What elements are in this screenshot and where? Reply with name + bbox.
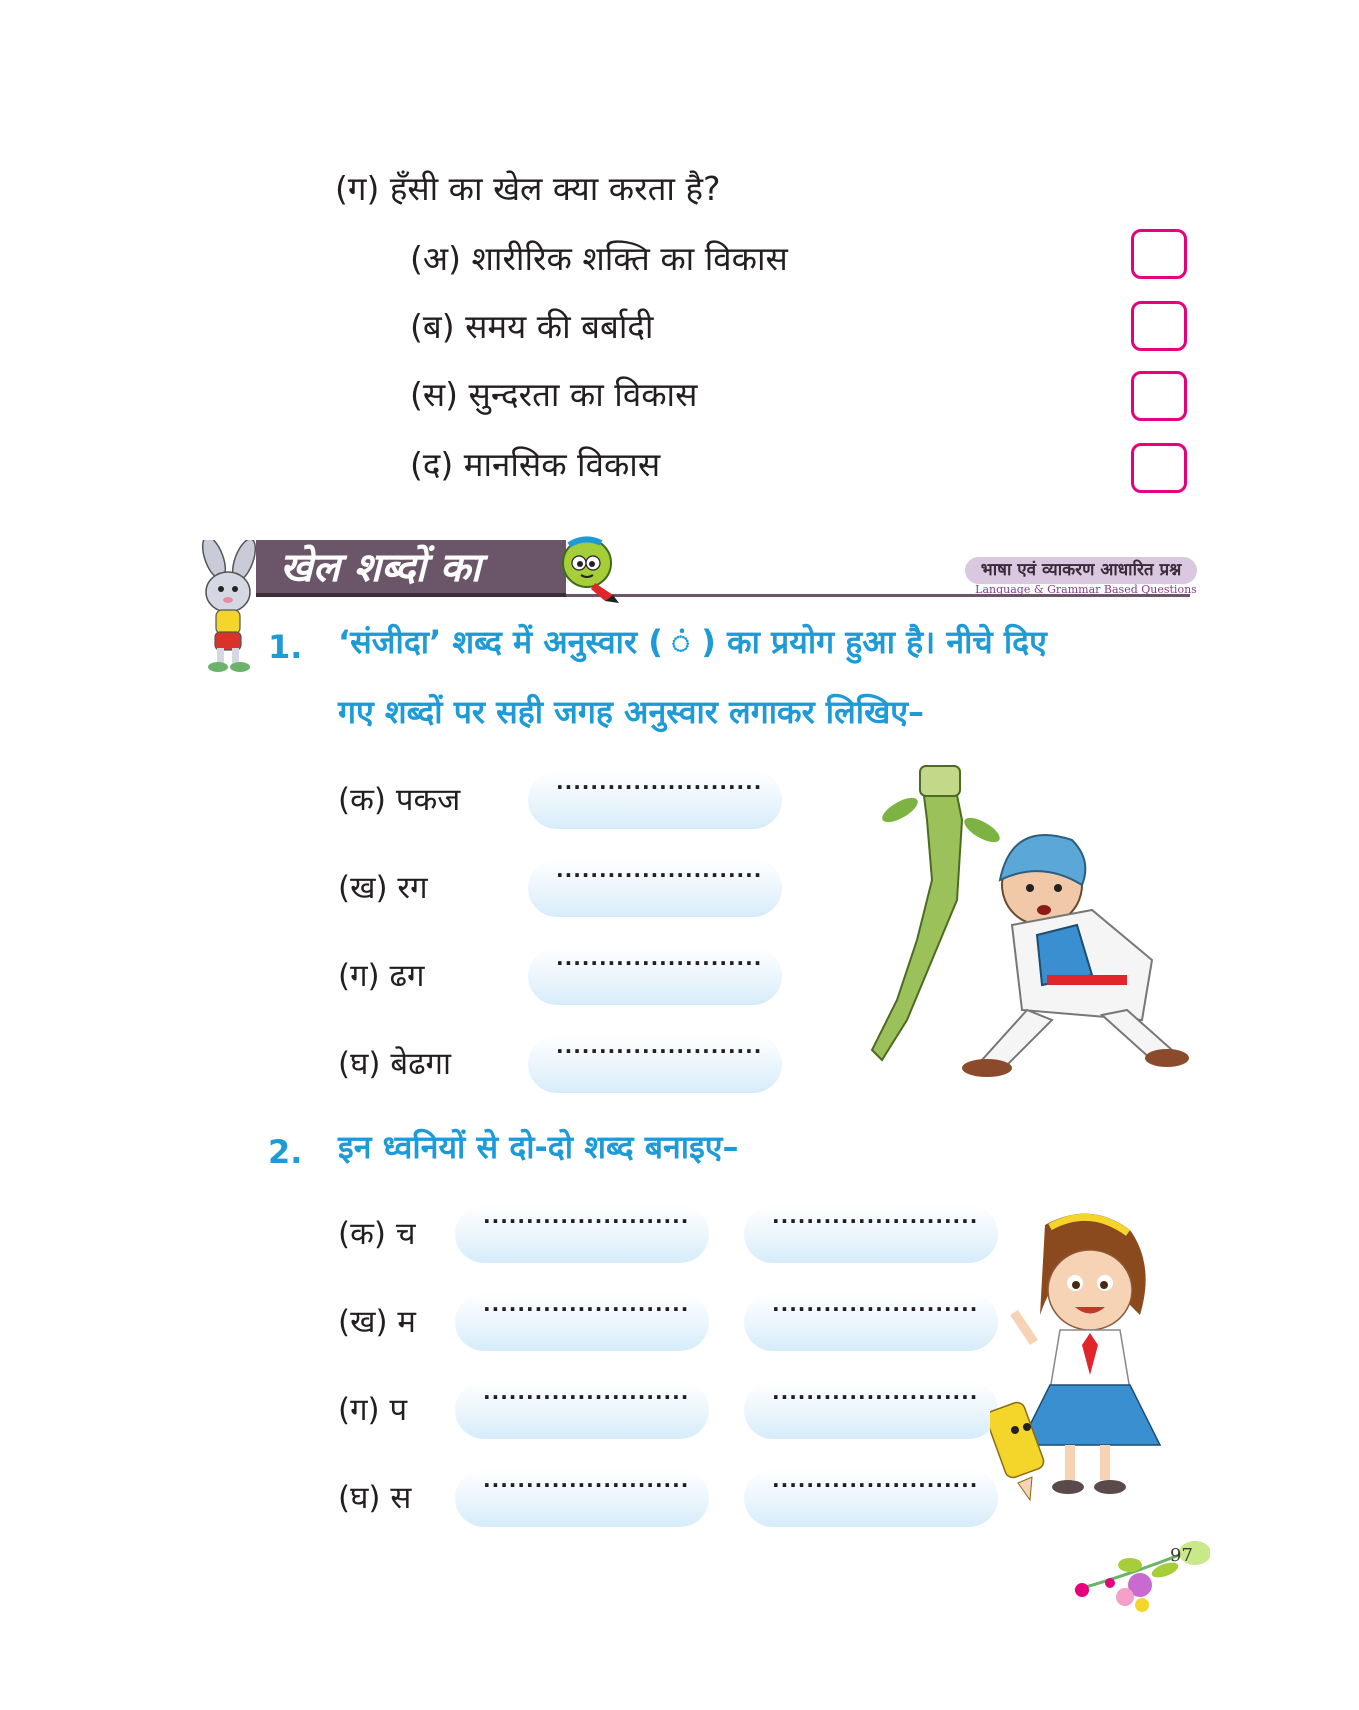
q2-number: 2. <box>268 1133 303 1171</box>
q2-text: इन ध्वनियों से दो-दो शब्द बनाइए– <box>338 1128 739 1166</box>
q1-line2: गए शब्दों पर सही जगह अनुस्वार लगाकर लिखिए– <box>338 693 924 731</box>
q1-number: 1. <box>268 628 303 666</box>
q1-blank-gha: ........................ <box>556 1034 763 1058</box>
q2-blank-ka-2: ........................ <box>772 1204 979 1228</box>
pencil-mascot-icon <box>555 533 625 605</box>
q1-blank-ka: ........................ <box>556 770 763 794</box>
q2-item-gha: (घ) स <box>338 1480 412 1516</box>
option-d-checkbox[interactable] <box>1131 443 1187 493</box>
q2-item-kha: (ख) म <box>338 1304 416 1340</box>
q2-item-ka: (क) च <box>338 1216 416 1252</box>
q2-blank-kha-2: ........................ <box>772 1292 979 1316</box>
question-g-text: (ग) हँसी का खेल क्या करता है? <box>335 169 721 208</box>
option-a-label: (अ) शारीरिक शक्ति का विकास <box>410 239 788 278</box>
option-b-checkbox[interactable] <box>1131 301 1187 351</box>
option-c-checkbox[interactable] <box>1131 371 1187 421</box>
q1-item-kha: (ख) रग <box>338 870 428 906</box>
girl-with-pencil-illustration <box>990 1205 1180 1505</box>
q2-blank-ga-1: ........................ <box>483 1380 690 1404</box>
q2-blank-kha-1: ........................ <box>483 1292 690 1316</box>
q1-item-gha: (घ) बेढगा <box>338 1046 451 1082</box>
page-number: 97 <box>1170 1545 1193 1566</box>
q2-blank-ka-1: ........................ <box>483 1204 690 1228</box>
option-b-label: (ब) समय की बर्बादी <box>410 307 654 346</box>
option-a-checkbox[interactable] <box>1131 229 1187 279</box>
q2-blank-gha-2: ........................ <box>772 1468 979 1492</box>
q1-item-ga: (ग) ढग <box>338 958 425 994</box>
section-tag-hindi: भाषा एवं व्याकरण आधारित प्रश्न <box>965 557 1197 584</box>
q1-item-ka: (क) पकज <box>338 782 461 818</box>
section-banner-title: खेल शब्दों का <box>256 540 566 597</box>
q1-blank-kha: ........................ <box>556 858 763 882</box>
option-c-label: (स) सुन्दरता का विकास <box>410 375 698 414</box>
q2-item-ga: (ग) प <box>338 1392 408 1428</box>
q1-blank-ga: ........................ <box>556 946 763 970</box>
q2-blank-gha-1: ........................ <box>483 1468 690 1492</box>
rabbit-mascot-illustration <box>186 540 266 675</box>
option-d-label: (द) मानसिक विकास <box>410 445 661 484</box>
man-with-bamboo-illustration <box>862 760 1192 1090</box>
q1-line1: ‘संजीदा’ शब्द में अनुस्वार ( ं ) का प्रयोग हुआ है। नीचे दिए <box>338 623 1047 661</box>
section-tag-english: Language & Grammar Based Questions <box>975 583 1197 596</box>
q2-blank-ga-2: ........................ <box>772 1380 979 1404</box>
